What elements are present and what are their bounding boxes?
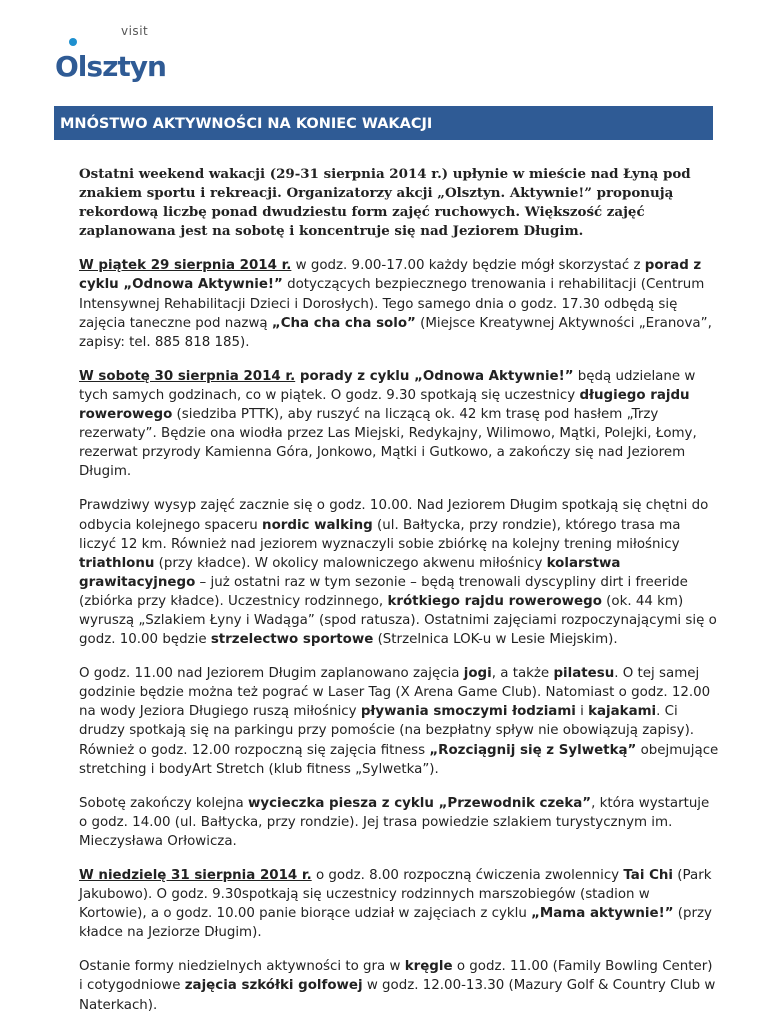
date-sunday: W niedzielę 31 sierpnia 2014 r. (79, 868, 312, 883)
text: o godz. 8.00 rozpoczną ćwiczenia zwolennicy (311, 868, 624, 883)
highlight: kolarstwa grawitacyjnego (79, 555, 621, 590)
page-title-banner (54, 106, 713, 140)
highlight: pilatesu (553, 666, 615, 682)
highlight: „Rozciągnij się z Sylwetką” (429, 742, 637, 758)
paragraph-saturday-end (79, 794, 719, 851)
text: będą udzielane w tych samych godzinach, co w piątek. O godz. 9.30 spotkają się uczestnicy (79, 368, 696, 403)
highlight: Tai Chi (623, 868, 674, 883)
paragraph-saturday (79, 367, 719, 482)
logo-visit-text: visit (121, 24, 149, 38)
text: O godz. 11.00 nad Jeziorem Długim zaplanowano zajęcia (79, 666, 464, 682)
page-title: MNÓSTWO AKTYWNOŚCI NA KONIEC WAKACJI (60, 116, 433, 132)
text: , a także (491, 666, 554, 682)
text: , która wystartuje o godz. 14.00 (ul. Bałtycka, przy rondzie). Jej trasa powiedzie szlakiem turystycznym im. Mieczysława Orłowicza. (79, 795, 710, 849)
text: (przy kładce na Jeziorze Długim). (79, 906, 712, 941)
text: i (575, 704, 589, 720)
text: obejmujące stretching i bodyArt Stretch (klub fitness „Sylwetka”). (79, 742, 719, 777)
paragraph-sunday (79, 866, 719, 942)
highlight: jogi (463, 666, 492, 682)
text: . Ci drudzy spotkają się na parkingu przy pomoście (na bezpłatny spływ nie obowiązują zapisy). Również o godz. 12.00 rozpoczną się zajęcia fitness (79, 704, 695, 758)
highlight: strzelectwo sportowe (210, 632, 374, 648)
paragraph-friday (79, 256, 719, 351)
highlight: wycieczka piesza z cyklu „Przewodnik czeka” (248, 795, 592, 811)
text: Prawdziwy wysyp zajęć zacznie się o godz. 10.00. Nad Jeziorem Długim spotkają się chętni do odbycia kolejnego spaceru (79, 498, 709, 533)
highlight: porady z cyklu „Odnowa Aktywnie!” (295, 368, 574, 384)
text: (przy kładce). W okolicy malowniczego akwenu miłośnicy (154, 555, 547, 571)
text: (Park Jakubowo). O godz. 9.30spotkają się uczestnicy rodzinnych marszobiegów (stadion w Kortowie), a o godz. 10.00 panie biorące udział w zajęciach z cyklu (79, 868, 712, 922)
highlight: „Cha cha cha solo” (271, 315, 416, 331)
logo-dot-icon (69, 38, 77, 46)
text: (ul. Bałtycka, przy rondzie), którego trasa ma liczyć 12 km. Również nad jeziorem wyznaczyli sobie zbiórkę na kolejny trening miłośnicy (79, 517, 681, 552)
highlight: triathlonu (79, 555, 155, 571)
text: (Strzelnica LOK-u w Lesie Miejskim). (373, 632, 618, 648)
highlight: „Mama aktywnie!” (531, 906, 674, 922)
date-saturday: W sobotę 30 sierpnia 2014 r. (79, 368, 296, 384)
highlight: kręgle (404, 959, 453, 975)
paragraph-activities (79, 496, 719, 649)
highlight: zajęcia szkółki golfowej (184, 978, 363, 994)
text: Ostanie formy niedzielnych aktywności to gra w (79, 959, 405, 975)
highlight: pływania smoczymi łodziami (360, 704, 576, 720)
highlight: kajakami (588, 704, 657, 720)
visit-olsztyn-logo (55, 24, 166, 88)
paragraph-sunday-end (79, 957, 719, 1014)
article-body (79, 165, 719, 1030)
text: . O tej samej godzinie będzie można też pograć w Laser Tag (X Arena Game Club). Natomiast o godz. 12.00 na wody Jeziora Długiego ruszą miłośnicy (79, 666, 711, 720)
text: dotyczących bezpiecznego trenowania i rehabilitacji (Centrum Intensywnej Rehabilitacji Dzieci i Dorosłych). Tego samego dnia o godz. 17.30 odbędą się zajęcia taneczne pod nazwą (79, 277, 705, 331)
highlight: krótkiego rajdu rowerowego (387, 593, 602, 609)
date-friday: W piątek 29 sierpnia 2014 r. (79, 258, 292, 274)
paragraph-eleven (79, 664, 719, 779)
text: (Miejsce Kreatywnej Aktywności „Eranova”, zapisy: tel. 885 818 185). (79, 315, 712, 350)
logo-brand-text: Olsztyn (55, 50, 166, 83)
text: o godz. 11.00 (Family Bowling Center) i cotygodniowe (79, 959, 713, 994)
text: (siedziba PTTK), aby ruszyć na liczącą ok. 42 km trasę pod hasłem „Trzy rezerwaty”. Będzie ona wiodła przez Las Miejski, Redykajny, Wilimowo, Mątki, Polejki, Łomy, rezerwat przyrody Kamienna Góra, Jonkowo, Mątki i Gutkowo, a zakończy się nad Jeziorem Długim. (79, 407, 697, 480)
highlight: porad z cyklu „Odnowa Aktywnie!” (79, 258, 702, 293)
highlight: długiego rajdu rowerowego (79, 387, 690, 423)
text: – już ostatni raz w tym sezonie – będą trenowali dyscypliny dirt i freeride (zbiórka przy kładce). Uczestnicy rodzinnego, (79, 574, 688, 609)
text: Sobotę zakończy kolejna (79, 795, 248, 811)
highlight: nordic walking (262, 517, 373, 533)
text: (ok. 44 km) wyruszą „Szlakiem Łyny i Wadąga” (spod ratusza). Ostatnimi zajęciami rozpoczynającymi się o godz. 10.00 będzie (79, 593, 717, 648)
text: w godz. 9.00-17.00 każdy będzie mógł skorzystać z (291, 258, 645, 274)
text: w godz. 12.00-13.30 (Mazury Golf & Country Club w Naterkach). (79, 978, 716, 1013)
article-lead: Ostatni weekend wakacji (29-31 sierpnia 2014 r.) upłynie w mieście nad Łyną pod znakiem sportu i rekreacji. Organizatorzy akcji „Olsztyn. Aktywnie!” proponują rekordową liczbę ponad dwudziestu form zajęć ruchowych. Większość zajęć zaplanowana jest na sobotę i koncentruje się nad Jeziorem Długim. (79, 166, 691, 240)
